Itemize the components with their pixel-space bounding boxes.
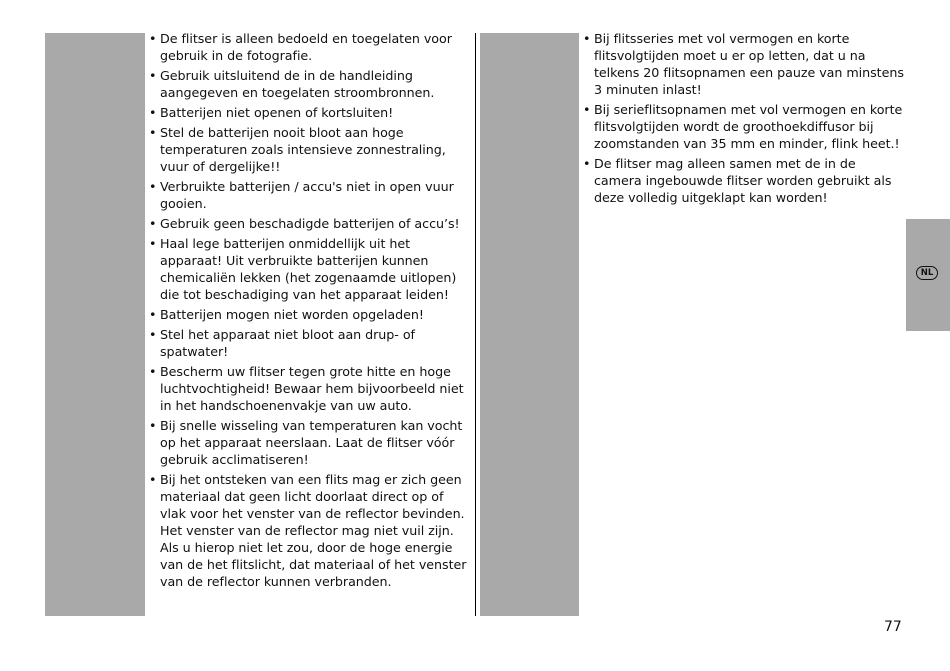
list-item — [149, 215, 473, 232]
list-item-text: Haal lege batterijen onmiddellijk uit het apparaat! Uit verbruikte batterijen kunnen chemicaliën lekken (het zogenaamde uitlopen) die tot beschadiging van het apparaat leiden! — [160, 236, 457, 302]
list-item-text: Bij flitsseries met vol vermogen en korte flitsvolgtijden moet u er op letten, dat u na telkens 20 flitsopnamen een pauze van minstens 3 minuten inlast! — [594, 31, 904, 97]
list-item — [149, 67, 473, 101]
bullet-icon: • — [583, 102, 591, 117]
bullet-icon: • — [149, 125, 157, 140]
list-item — [149, 235, 473, 303]
list-item — [149, 104, 473, 121]
list-item-text: Batterijen mogen niet worden opgeladen! — [160, 307, 424, 322]
list-item-text: Verbruikte batterijen / accu's niet in open vuur gooien. — [160, 179, 454, 211]
list-item — [149, 363, 473, 414]
bullet-icon: • — [149, 418, 157, 433]
list-item-text: De flitser mag alleen samen met de in de camera ingebouwde flitser worden gebruikt als deze volledig uitgeklapt kan worden! — [594, 156, 892, 205]
list-item — [149, 124, 473, 175]
list-item-text: Bij serieflitsopnamen met vol vermogen en korte flitsvolgtijden wordt de groothoekdiffusor bij zoomstanden van 35 mm en minder, flink heet.! — [594, 102, 903, 151]
list-item — [583, 30, 905, 98]
list-item — [149, 306, 473, 323]
bullet-icon: • — [149, 472, 157, 487]
list-item-text: Stel de batterijen nooit bloot aan hoge temperaturen zoals intensieve zonnestraling, vuur of dergelijke!! — [160, 125, 446, 174]
list-item — [149, 30, 473, 64]
bullet-icon: • — [149, 236, 157, 251]
list-item — [149, 417, 473, 468]
bullet-icon: • — [149, 364, 157, 379]
list-item — [583, 155, 905, 206]
list-item — [583, 101, 905, 152]
bullet-icon: • — [149, 327, 157, 342]
list-item — [149, 326, 473, 360]
bullet-icon: • — [149, 307, 157, 322]
list-item-text: Stel het apparaat niet bloot aan drup- of spatwater! — [160, 327, 415, 359]
language-badge: NL — [916, 266, 938, 280]
bullet-icon: • — [149, 216, 157, 231]
bullet-icon: • — [149, 179, 157, 194]
list-item-text: De flitser is alleen bedoeld en toegelaten voor gebruik in de fotografie. — [160, 31, 452, 63]
list-item-text: Gebruik geen beschadigde batterijen of accu’s! — [160, 216, 460, 231]
left-margin-bar — [45, 33, 145, 616]
list-item — [149, 178, 473, 212]
bullet-icon: • — [149, 31, 157, 46]
list-item-text: Bij snelle wisseling van temperaturen kan vocht op het apparaat neerslaan. Laat de flitser vóór gebruik acclimatiseren! — [160, 418, 463, 467]
page-number: 77 — [884, 619, 902, 635]
right-column-list — [583, 30, 905, 209]
list-item-text: Bij het ontsteken van een flits mag er zich geen materiaal dat geen licht doorlaat direct op of vlak voor het venster van de reflector bevinden. Het venster van de reflector mag niet vuil zijn. Als u hierop niet let zou, door de hoge energie van de het flitslicht, dat materiaal of het venster van de reflector kunnen verbranden. — [160, 472, 467, 589]
column-divider — [475, 33, 476, 616]
bullet-icon: • — [583, 31, 591, 46]
bullet-icon: • — [149, 68, 157, 83]
left-column-list — [149, 30, 473, 593]
bullet-icon: • — [583, 156, 591, 171]
list-item-text: Gebruik uitsluitend de in de handleiding aangegeven en toegelaten stroombronnen. — [160, 68, 435, 100]
list-item-text: Batterijen niet openen of kortsluiten! — [160, 105, 394, 120]
list-item-text: Bescherm uw flitser tegen grote hitte en hoge luchtvochtigheid! Bewaar hem bijvoorbeeld niet in het handschoenenvakje van uw auto. — [160, 364, 464, 413]
middle-margin-bar — [480, 33, 579, 616]
bullet-icon: • — [149, 105, 157, 120]
list-item — [149, 471, 473, 590]
